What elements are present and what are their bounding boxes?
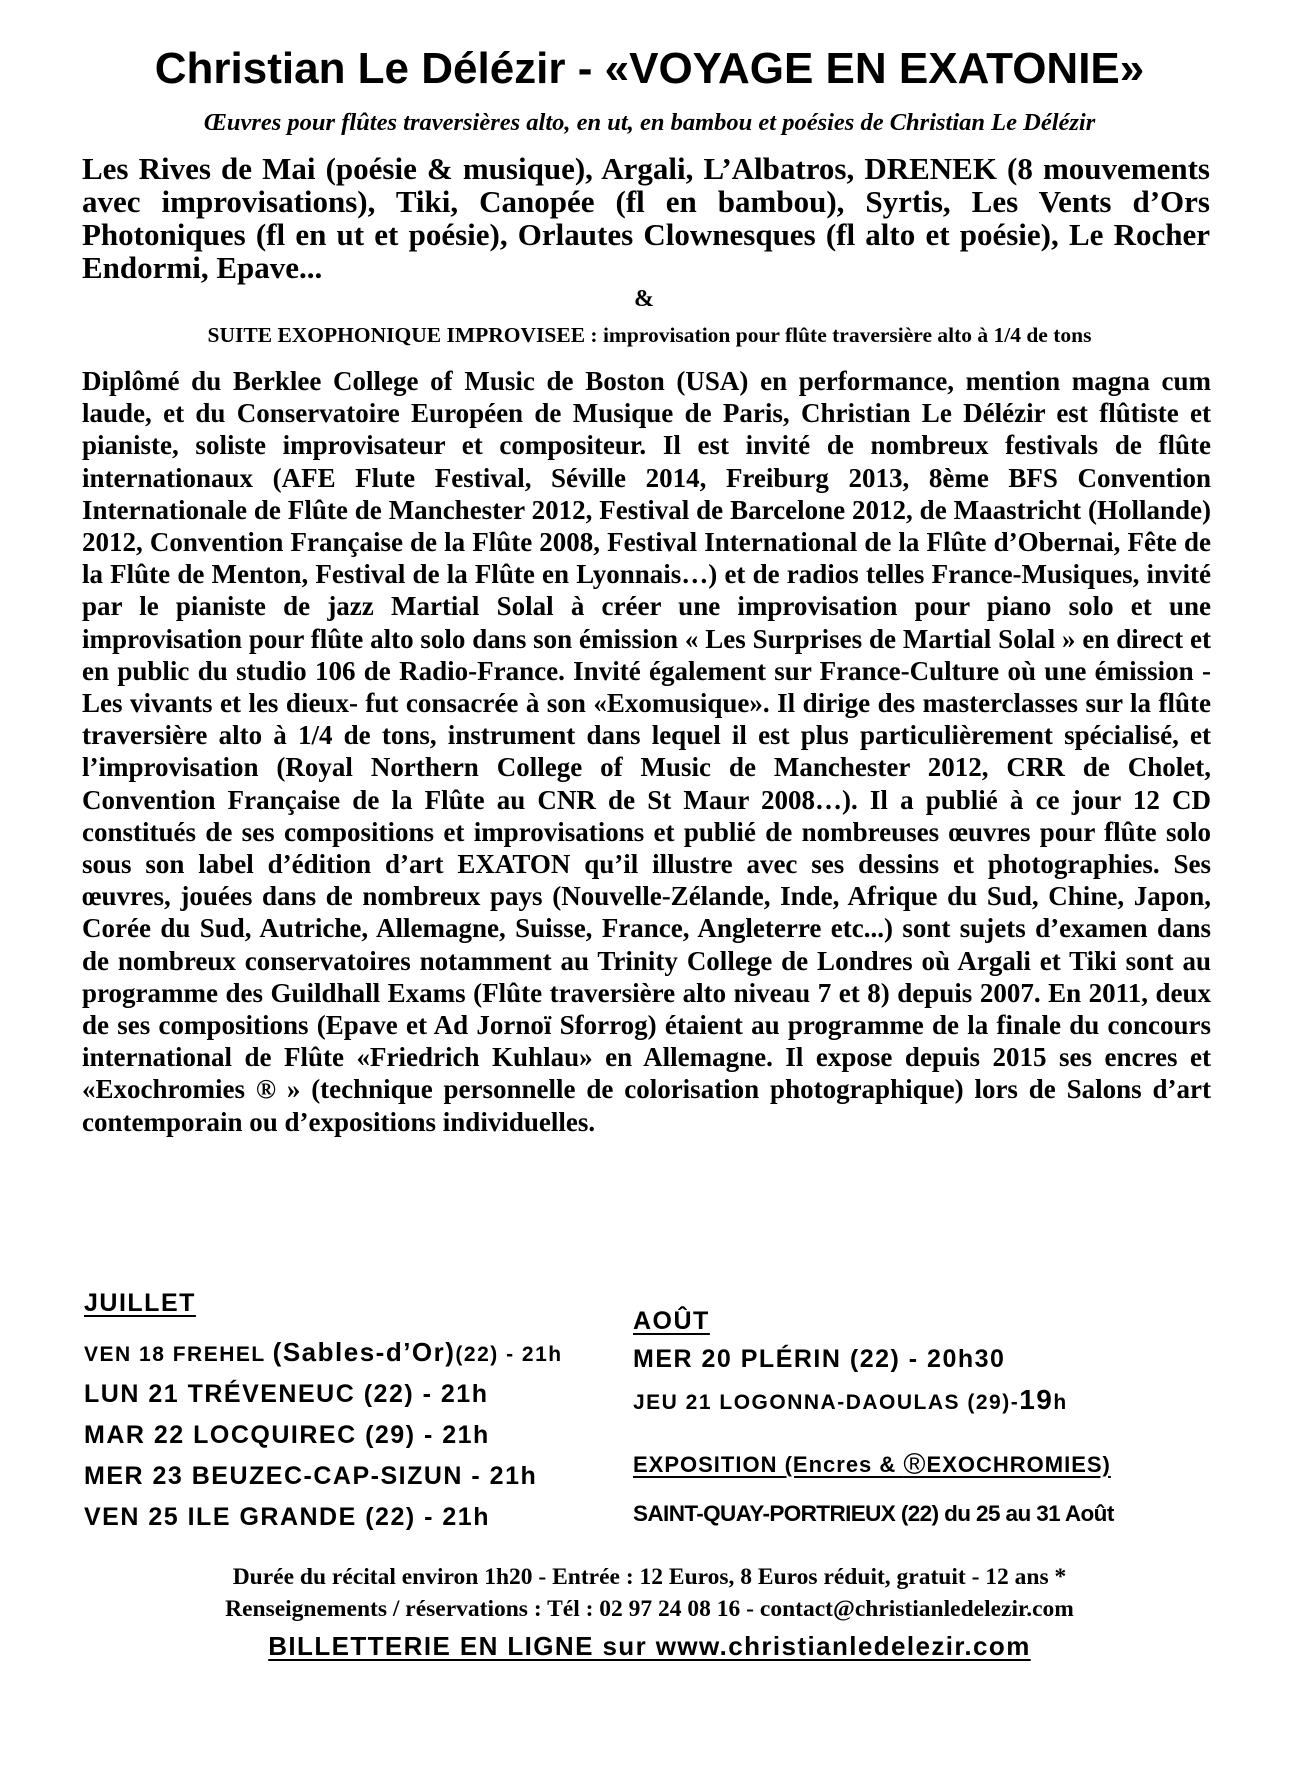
page-subtitle: Œuvres pour flûtes traversières alto, en ut, en bambou et poésies de Christian Le Délézir — [203, 109, 1096, 136]
registered-mark: ® — [903, 1448, 927, 1481]
august-date-20: MER 20 PLÉRIN (22) - 20h30 — [633, 1345, 1006, 1373]
july-date-18-main: VEN 18 FREHEL — [84, 1343, 273, 1366]
july-date-25: VEN 25 ILE GRANDE (22) - 21h — [84, 1503, 490, 1531]
july-date-23: MER 23 BEUZEC-CAP-SIZUN - 21h — [84, 1462, 538, 1490]
works-list: Les Rives de Mai (poésie & musique), Argali, L’Albatros, DRENEK (8 mouvements avec improvisations), Tiki, Canopée (fl en bambou), Syrtis, Les Vents d’Ors Photoniques (fl en ut et poésie), Orlautes Clownesques (fl alto et poésie), Le Rocher Endormi, Epave... — [82, 151, 1210, 285]
suite-description: SUITE EXOPHONIQUE IMPROVISEE : improvisation pour flûte traversière alto à 1/4 de tons — [207, 323, 1092, 347]
exhibition-heading-part2: EXOCHROMIES) — [926, 1452, 1111, 1477]
contact-info: Renseignements / réservations : Tél : 02 97 24 08 16 - contact@christianledelezir.com — [225, 1596, 1074, 1622]
august-heading: AOÛT — [633, 1307, 710, 1335]
august-date-21-hour: 19 — [1019, 1384, 1054, 1415]
july-date-21: LUN 21 TRÉVENEUC (22) - 21h — [84, 1380, 489, 1408]
exhibition-place: SAINT-QUAY-PORTRIEUX (22) du 25 au 31 Août — [633, 1501, 1114, 1526]
july-date-18 — [84, 1337, 563, 1370]
august-date-21-h: h — [1053, 1391, 1068, 1414]
august-date-21-main: JEU 21 LOGONNA-DAOULAS (29)- — [633, 1391, 1020, 1414]
recital-info: Durée du récital environ 1h20 - Entrée : 12 Euros, 8 Euros réduit, gratuit - 12 ans * — [232, 1564, 1067, 1590]
july-date-18-time: (22) - 21h — [455, 1343, 563, 1366]
online-ticketing: BILLETTERIE EN LIGNE sur www.christianledelezir.com — [268, 1631, 1031, 1661]
july-heading: JUILLET — [84, 1289, 196, 1317]
exhibition-heading-part1: EXPOSITION (Encres & — [633, 1452, 904, 1477]
page-title: Christian Le Délézir - «VOYAGE EN EXATONIE» — [154, 44, 1145, 93]
july-date-22: MAR 22 LOCQUIREC (29) - 21h — [84, 1421, 490, 1449]
ampersand: & — [634, 286, 654, 312]
biography-paragraph: Diplômé du Berklee College of Music de Boston (USA) en performance, mention magna cum laude, et du Conservatoire Européen de Musique de Paris, Christian Le Délézir est flûtiste et pianiste, soliste improvisateur et compositeur. Il est invité de nombreux festivals de flûte internationaux (AFE Flute Festival, Séville 2014, Freiburg 2013, 8ème BFS Convention Internationale de Flûte de Manchester 2012, Festival de Barcelone 2012, de Maastricht (Hollande) 2012, Convention Française de la Flûte 2008, Festival International de la Flûte d’Obernai, Fête de la Flûte de Menton, Festival de la Flûte en Lyonnais…) et de radios telles France-Musiques, invité par le pianiste de jazz Martial Solal à créer une improvisation pour piano solo et une improvisation pour flûte alto solo dans son émission « Les Surprises de Martial Solal » en direct et en public du studio 106 de Radio-France. Invité également sur France-Culture où une émission -Les vivants et les dieux- fut consacrée à son «Exomusique». Il dirige des masterclasses sur la flûte traversière alto à 1/4 de tons, instrument dans lequel il est plus particulièrement spécialisé, et l’improvisation (Royal Northern College of Music de Manchester 2012, CRR de Cholet, Convention Française de la Flûte au CNR de St Maur 2008…). Il a publié à ce jour 12 CD constitués de ses compositions et improvisations et publié de nombreuses œuvres pour flûte solo sous son label d’édition d’art EXATON qu’il illustre avec ses dessins et photographies. Ses œuvres, jouées dans de nombreux pays (Nouvelle-Zélande, Inde, Afrique du Sud, Chine, Japon, Corée du Sud, Autriche, Allemagne, Suisse, France, Angleterre etc...) sont sujets d’examen dans de nombreux conservatoires notamment au Trinity College de Londres où Argali et Tiki sont au programme des Guildhall Exams (Flûte traversière alto niveau 7 et 8) depuis 2007. En 2011, deux de ses compositions (Epave et Ad Jornoï Sforrog) étaient au programme de la finale du concours international de Flûte «Friedrich Kuhlau» en Allemagne. Il expose depuis 2015 ses encres et «Exochromies ® » (technique personnelle de colorisation photographique) lors de Salons d’art contemporain ou d’expositions individuelles. — [82, 366, 1211, 1137]
july-date-18-place: (Sables-d’Or) — [272, 1337, 456, 1367]
exhibition-heading — [633, 1450, 1111, 1480]
august-date-21 — [633, 1385, 1068, 1418]
